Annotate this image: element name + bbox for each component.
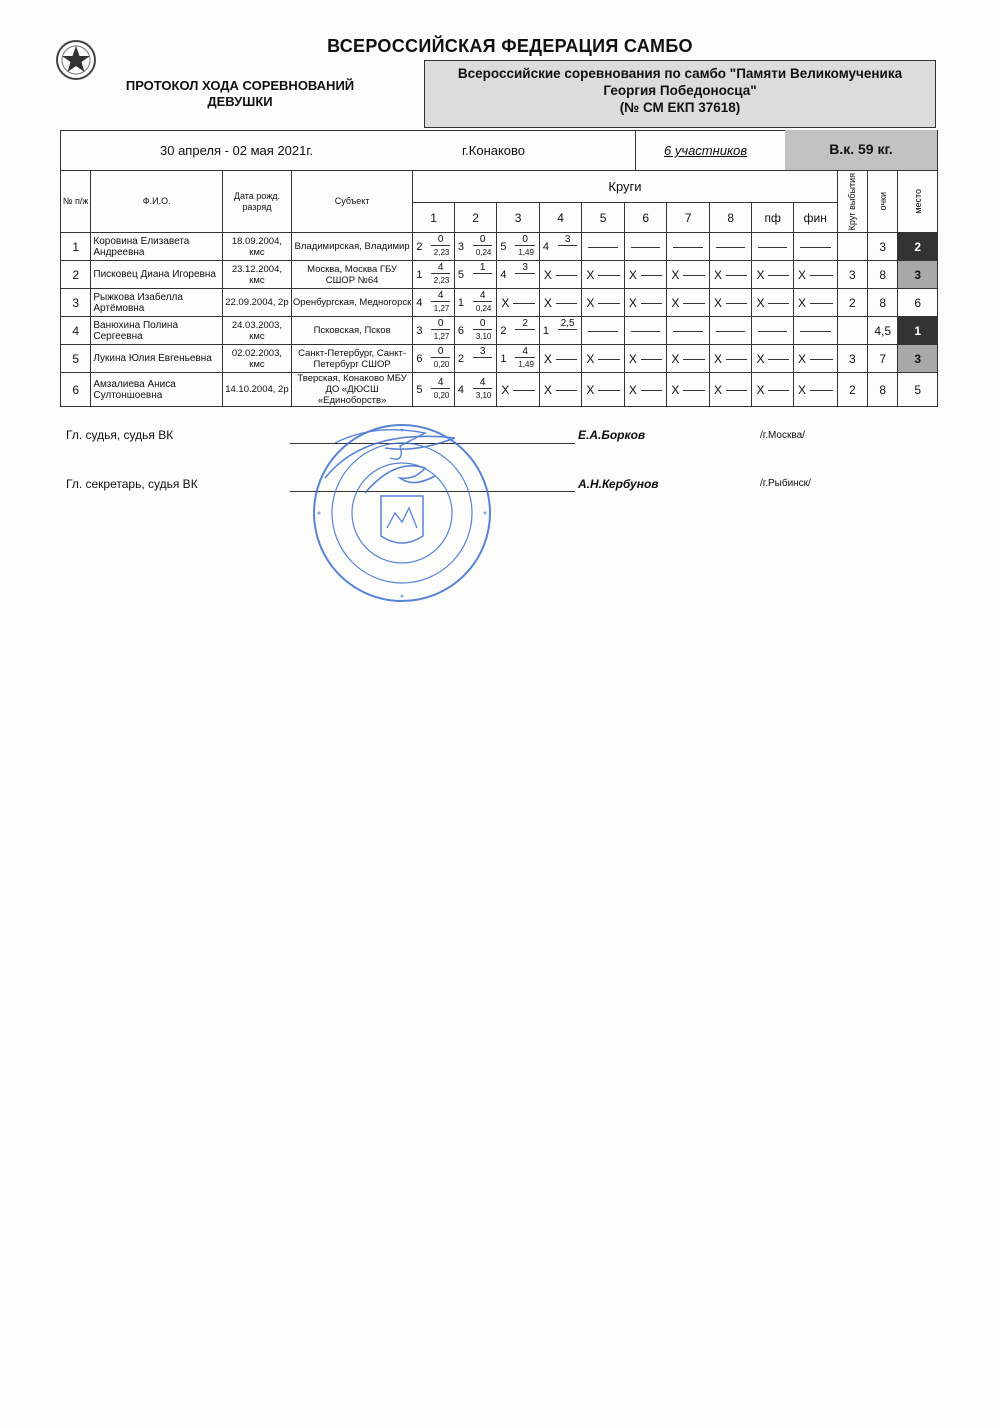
header-rounds: Круги — [413, 171, 837, 203]
competition-code: (№ СМ ЕКП 37618) — [619, 100, 741, 115]
classification-points: 0 — [431, 234, 450, 246]
round-cell-6 — [624, 373, 667, 407]
opponent-number: 4 — [457, 384, 464, 396]
eliminated-mark: X — [628, 296, 637, 310]
athlete-subject: Псковская, Псков — [291, 317, 413, 345]
round-cell-1 — [413, 233, 455, 261]
opponent-number: 6 — [416, 353, 423, 365]
eliminated-mark: X — [543, 268, 552, 282]
eliminated-mark: X — [797, 383, 806, 397]
final-place: 1 — [898, 317, 938, 345]
row-number: 4 — [61, 317, 91, 345]
empty-cell-dash — [716, 247, 746, 248]
cell-line — [598, 303, 620, 304]
weight-category: В.к. 59 кг. — [785, 130, 937, 170]
athlete-subject: Москва, Москва ГБУ СШОР №64 — [291, 261, 413, 289]
round-cell-8 — [709, 261, 752, 289]
cell-line — [598, 390, 620, 391]
classification-points: 0 — [473, 318, 493, 330]
eliminated-mark: X — [586, 268, 595, 282]
eliminated-mark: X — [586, 383, 595, 397]
chief-judge-name: Е.А.Борков — [578, 428, 646, 442]
round-cell-1 — [413, 373, 455, 407]
cell-line — [726, 303, 748, 304]
opponent-number: 1 — [457, 297, 464, 309]
round-cell-2 — [454, 345, 497, 373]
cell-line — [556, 275, 578, 276]
round-cell-2 — [454, 289, 497, 317]
table-row — [61, 317, 938, 345]
chief-secretary-name: А.Н.Кербунов — [578, 477, 659, 491]
round-cell-6 — [624, 261, 667, 289]
competition-name-box — [424, 60, 936, 128]
header-round-2: 2 — [454, 203, 497, 233]
round-cell-9 — [752, 289, 794, 317]
bout-time: 0,20 — [433, 360, 450, 369]
cell-line — [641, 275, 663, 276]
round-cell-1 — [413, 317, 455, 345]
cell-line — [641, 359, 663, 360]
round-cell-7 — [667, 233, 710, 261]
round-cell-3 — [497, 345, 540, 373]
eliminated-mark: X — [797, 296, 806, 310]
round-cell-9 — [752, 345, 794, 373]
final-place: 5 — [898, 373, 938, 407]
round-cell-10 — [793, 261, 837, 289]
total-points: 3 — [867, 233, 897, 261]
opponent-number: 4 — [416, 297, 423, 309]
round-cell-9 — [752, 261, 794, 289]
classification-points: 3 — [473, 346, 493, 358]
round-cell-4 — [539, 373, 582, 407]
cell-line — [598, 275, 620, 276]
header-round-8: 8 — [709, 203, 752, 233]
competition-city: г.Конаково — [462, 143, 526, 158]
classification-points: 4 — [473, 377, 493, 389]
empty-cell-dash — [758, 331, 787, 332]
final-place: 6 — [898, 289, 938, 317]
eliminated-mark: X — [756, 383, 765, 397]
cell-line — [513, 390, 535, 391]
table-row — [61, 373, 938, 407]
total-points: 8 — [867, 289, 897, 317]
bout-time: 3,10 — [475, 332, 492, 341]
bout-time: 1,27 — [433, 304, 450, 313]
athlete-name: Ванюхина Полина Сергеевна — [91, 317, 223, 345]
opponent-number: 3 — [457, 241, 464, 253]
round-cell-2 — [454, 373, 497, 407]
opponent-number: 2 — [457, 353, 464, 365]
protocol-title-line1: ПРОТОКОЛ ХОДА СОРЕВНОВАНИЙ — [125, 78, 355, 93]
cell-line — [683, 303, 705, 304]
chief-secretary-city: /г.Рыбинск/ — [760, 478, 811, 489]
round-cell-7 — [667, 261, 710, 289]
eliminated-mark: X — [713, 268, 722, 282]
participants-count: 6 участников — [664, 143, 748, 158]
bout-time: 0,24 — [475, 248, 492, 257]
header-round-6: 6 — [624, 203, 667, 233]
header-elimination-label: Круг выбытия — [847, 172, 858, 231]
bout-time: 1,49 — [518, 248, 534, 257]
eliminated-mark: X — [713, 383, 722, 397]
opponent-number: 5 — [457, 269, 464, 281]
round-cell-8 — [709, 345, 752, 373]
round-cell-3 — [497, 261, 540, 289]
cell-line — [810, 359, 833, 360]
bout-time: 3,10 — [475, 391, 492, 400]
header-round-5: 5 — [582, 203, 625, 233]
round-cell-3 — [497, 373, 540, 407]
round-cell-8 — [709, 317, 752, 345]
opponent-number: 1 — [416, 269, 423, 281]
round-cell-4 — [539, 233, 582, 261]
athlete-subject: Санкт-Петербург, Санкт-Петербург СШОР — [291, 345, 413, 373]
cell-line — [513, 303, 535, 304]
eliminated-mark: X — [713, 352, 722, 366]
bout-time: 0,20 — [433, 391, 450, 400]
round-cell-6 — [624, 289, 667, 317]
header-round-9: пф — [752, 203, 794, 233]
athlete-subject: Владимирская, Владимир — [291, 233, 413, 261]
classification-points: 2 — [515, 318, 535, 330]
round-cell-5 — [582, 289, 625, 317]
empty-cell-dash — [758, 247, 787, 248]
empty-cell-dash — [631, 247, 661, 248]
round-cell-6 — [624, 317, 667, 345]
round-cell-1 — [413, 289, 455, 317]
empty-cell-dash — [588, 331, 618, 332]
round-cell-1 — [413, 261, 455, 289]
round-cell-7 — [667, 345, 710, 373]
classification-points: 1 — [473, 262, 493, 274]
eliminated-mark: X — [543, 296, 552, 310]
bout-time: 2,23 — [433, 248, 450, 257]
round-cell-10 — [793, 373, 837, 407]
cell-line — [768, 390, 789, 391]
header-num: № п/ж — [61, 171, 91, 233]
athlete-birth-rank: 23.12.2004, кмс — [223, 261, 292, 289]
athlete-name: Писковец Диана Игоревна — [91, 261, 223, 289]
opponent-number: 6 — [457, 325, 464, 337]
round-cell-8 — [709, 373, 752, 407]
eliminated-mark: X — [671, 383, 680, 397]
round-cell-4 — [539, 261, 582, 289]
round-cell-5 — [582, 345, 625, 373]
header-name: Ф.И.О. — [91, 171, 223, 233]
eliminated-mark: X — [756, 352, 765, 366]
bout-time: 0,24 — [475, 304, 492, 313]
header-round-4: 4 — [539, 203, 582, 233]
classification-points: 0 — [515, 234, 535, 246]
round-cell-10 — [793, 345, 837, 373]
opponent-number: 1 — [542, 325, 549, 337]
cell-line — [556, 359, 578, 360]
round-cell-7 — [667, 317, 710, 345]
cell-line — [768, 303, 789, 304]
round-cell-2 — [454, 317, 497, 345]
classification-points: 4 — [431, 290, 450, 302]
eliminated-mark: X — [671, 352, 680, 366]
round-cell-5 — [582, 317, 625, 345]
table-row — [61, 261, 938, 289]
athlete-birth-rank: 18.09.2004, кмс — [223, 233, 292, 261]
elimination-round: 2 — [837, 289, 867, 317]
round-cell-7 — [667, 373, 710, 407]
cell-line — [683, 275, 705, 276]
table-row — [61, 345, 938, 373]
cell-line — [726, 275, 748, 276]
results-table — [60, 170, 938, 407]
round-cell-10 — [793, 233, 837, 261]
round-cell-4 — [539, 289, 582, 317]
opponent-number: 4 — [500, 269, 507, 281]
competition-dates: 30 апреля - 02 мая 2021г. — [160, 143, 314, 158]
row-number: 3 — [61, 289, 91, 317]
round-cell-2 — [454, 233, 497, 261]
athlete-name: Лукина Юлия Евгеньевна — [91, 345, 223, 373]
eliminated-mark: X — [671, 296, 680, 310]
athlete-name: Амзалиева Аниса Султоншоевна — [91, 373, 223, 407]
athlete-name: Коровина Елизавета Андреевна — [91, 233, 223, 261]
protocol-title — [90, 78, 390, 110]
opponent-number: 4 — [542, 241, 549, 253]
competition-name-line1: Всероссийские соревнования по самбо "Памяти Великомученика — [457, 66, 903, 81]
athlete-birth-rank: 22.09.2004, 2р — [223, 289, 292, 317]
classification-points: 4 — [431, 262, 450, 274]
chief-judge-city: /г.Москва/ — [760, 430, 805, 441]
bout-time: 1,49 — [518, 360, 534, 369]
total-points: 7 — [867, 345, 897, 373]
header-round-3: 3 — [497, 203, 540, 233]
athlete-subject: Тверская, Конаково МБУ ДО «ДЮСШ «Единоборств» — [291, 373, 413, 407]
athlete-subject: Оренбургская, Медногорск — [291, 289, 413, 317]
round-cell-7 — [667, 289, 710, 317]
round-cell-10 — [793, 289, 837, 317]
header-points-label: очки — [877, 192, 888, 211]
bout-time: 2,23 — [433, 276, 450, 285]
row-number: 6 — [61, 373, 91, 407]
cell-line — [683, 390, 705, 391]
header-round-7: 7 — [667, 203, 710, 233]
empty-cell-dash — [588, 247, 618, 248]
table-row — [61, 289, 938, 317]
classification-points: 2,5 — [558, 318, 578, 330]
empty-cell-dash — [631, 331, 661, 332]
round-cell-10 — [793, 317, 837, 345]
federation-title: ВСЕРОССИЙСКАЯ ФЕДЕРАЦИЯ САМБО — [327, 36, 693, 56]
round-cell-6 — [624, 233, 667, 261]
opponent-number: 5 — [500, 241, 507, 253]
elimination-round — [837, 233, 867, 261]
classification-points: 0 — [473, 234, 493, 246]
elimination-round: 3 — [837, 345, 867, 373]
round-cell-8 — [709, 289, 752, 317]
info-divider — [635, 130, 636, 170]
total-points: 8 — [867, 373, 897, 407]
cell-line — [556, 303, 578, 304]
round-cell-3 — [497, 233, 540, 261]
classification-points: 3 — [515, 262, 535, 274]
eliminated-mark: X — [543, 352, 552, 366]
row-number: 5 — [61, 345, 91, 373]
classification-points: 3 — [558, 234, 578, 246]
round-cell-9 — [752, 317, 794, 345]
athlete-birth-rank: 24.03.2003, кмс — [223, 317, 292, 345]
eliminated-mark: X — [628, 268, 637, 282]
classification-points: 0 — [431, 346, 450, 358]
classification-points: 4 — [473, 290, 493, 302]
header-round-10: фин — [793, 203, 837, 233]
eliminated-mark: X — [501, 383, 510, 397]
table-row — [61, 233, 938, 261]
round-cell-9 — [752, 373, 794, 407]
chief-secretary-label: Гл. секретарь, судья ВК — [66, 477, 198, 491]
federation-logo-icon — [52, 38, 104, 82]
total-points: 8 — [867, 261, 897, 289]
elimination-round: 3 — [837, 261, 867, 289]
empty-cell-dash — [673, 247, 703, 248]
opponent-number: 5 — [416, 384, 423, 396]
cell-line — [726, 390, 748, 391]
header-subject: Субъект — [291, 171, 413, 233]
round-cell-8 — [709, 233, 752, 261]
elimination-round: 2 — [837, 373, 867, 407]
classification-points: 4 — [431, 377, 450, 389]
final-place: 2 — [898, 233, 938, 261]
eliminated-mark: X — [628, 352, 637, 366]
eliminated-mark: X — [543, 383, 552, 397]
eliminated-mark: X — [628, 383, 637, 397]
cell-line — [768, 359, 789, 360]
header-points — [867, 171, 897, 233]
athlete-birth-rank: 14.10.2004, 2р — [223, 373, 292, 407]
row-number: 1 — [61, 233, 91, 261]
opponent-number: 3 — [416, 325, 423, 337]
round-cell-3 — [497, 289, 540, 317]
eliminated-mark: X — [756, 296, 765, 310]
cell-line — [810, 303, 833, 304]
round-cell-5 — [582, 233, 625, 261]
classification-points: 0 — [431, 318, 450, 330]
athlete-name: Рыжкова Изабелла Артёмовна — [91, 289, 223, 317]
eliminated-mark: X — [501, 296, 510, 310]
official-stamp-icon — [305, 418, 500, 608]
opponent-number: 1 — [500, 353, 507, 365]
cell-line — [641, 390, 663, 391]
final-place: 3 — [898, 345, 938, 373]
empty-cell-dash — [800, 247, 831, 248]
header-birth: Дата рожд. разряд — [223, 171, 292, 233]
round-cell-1 — [413, 345, 455, 373]
round-cell-4 — [539, 317, 582, 345]
chief-judge-label: Гл. судья, судья ВК — [66, 428, 174, 442]
athlete-birth-rank: 02.02.2003, кмс — [223, 345, 292, 373]
bout-time: 1,27 — [433, 332, 450, 341]
total-points: 4,5 — [867, 317, 897, 345]
cell-line — [556, 390, 578, 391]
classification-points: 4 — [515, 346, 535, 358]
round-cell-6 — [624, 345, 667, 373]
cell-line — [768, 275, 789, 276]
final-place: 3 — [898, 261, 938, 289]
elimination-round — [837, 317, 867, 345]
row-number: 2 — [61, 261, 91, 289]
eliminated-mark: X — [797, 268, 806, 282]
header-elimination — [837, 171, 867, 233]
eliminated-mark: X — [586, 352, 595, 366]
empty-cell-dash — [800, 331, 831, 332]
protocol-title-line2: ДЕВУШКИ — [207, 94, 273, 109]
round-cell-3 — [497, 317, 540, 345]
opponent-number: 2 — [500, 325, 507, 337]
eliminated-mark: X — [797, 352, 806, 366]
eliminated-mark: X — [713, 296, 722, 310]
cell-line — [598, 359, 620, 360]
competition-name-line2: Георгия Победоносца" — [603, 83, 757, 98]
empty-cell-dash — [716, 331, 746, 332]
cell-line — [810, 275, 833, 276]
round-cell-2 — [454, 261, 497, 289]
round-cell-5 — [582, 261, 625, 289]
header-place — [898, 171, 938, 233]
opponent-number: 2 — [416, 241, 423, 253]
header-place-label: место — [912, 189, 923, 214]
cell-line — [641, 303, 663, 304]
cell-line — [683, 359, 705, 360]
round-cell-9 — [752, 233, 794, 261]
header-round-1: 1 — [413, 203, 455, 233]
empty-cell-dash — [673, 331, 703, 332]
round-cell-4 — [539, 345, 582, 373]
eliminated-mark: X — [756, 268, 765, 282]
cell-line — [726, 359, 748, 360]
round-cell-5 — [582, 373, 625, 407]
eliminated-mark: X — [671, 268, 680, 282]
eliminated-mark: X — [586, 296, 595, 310]
cell-line — [810, 390, 833, 391]
